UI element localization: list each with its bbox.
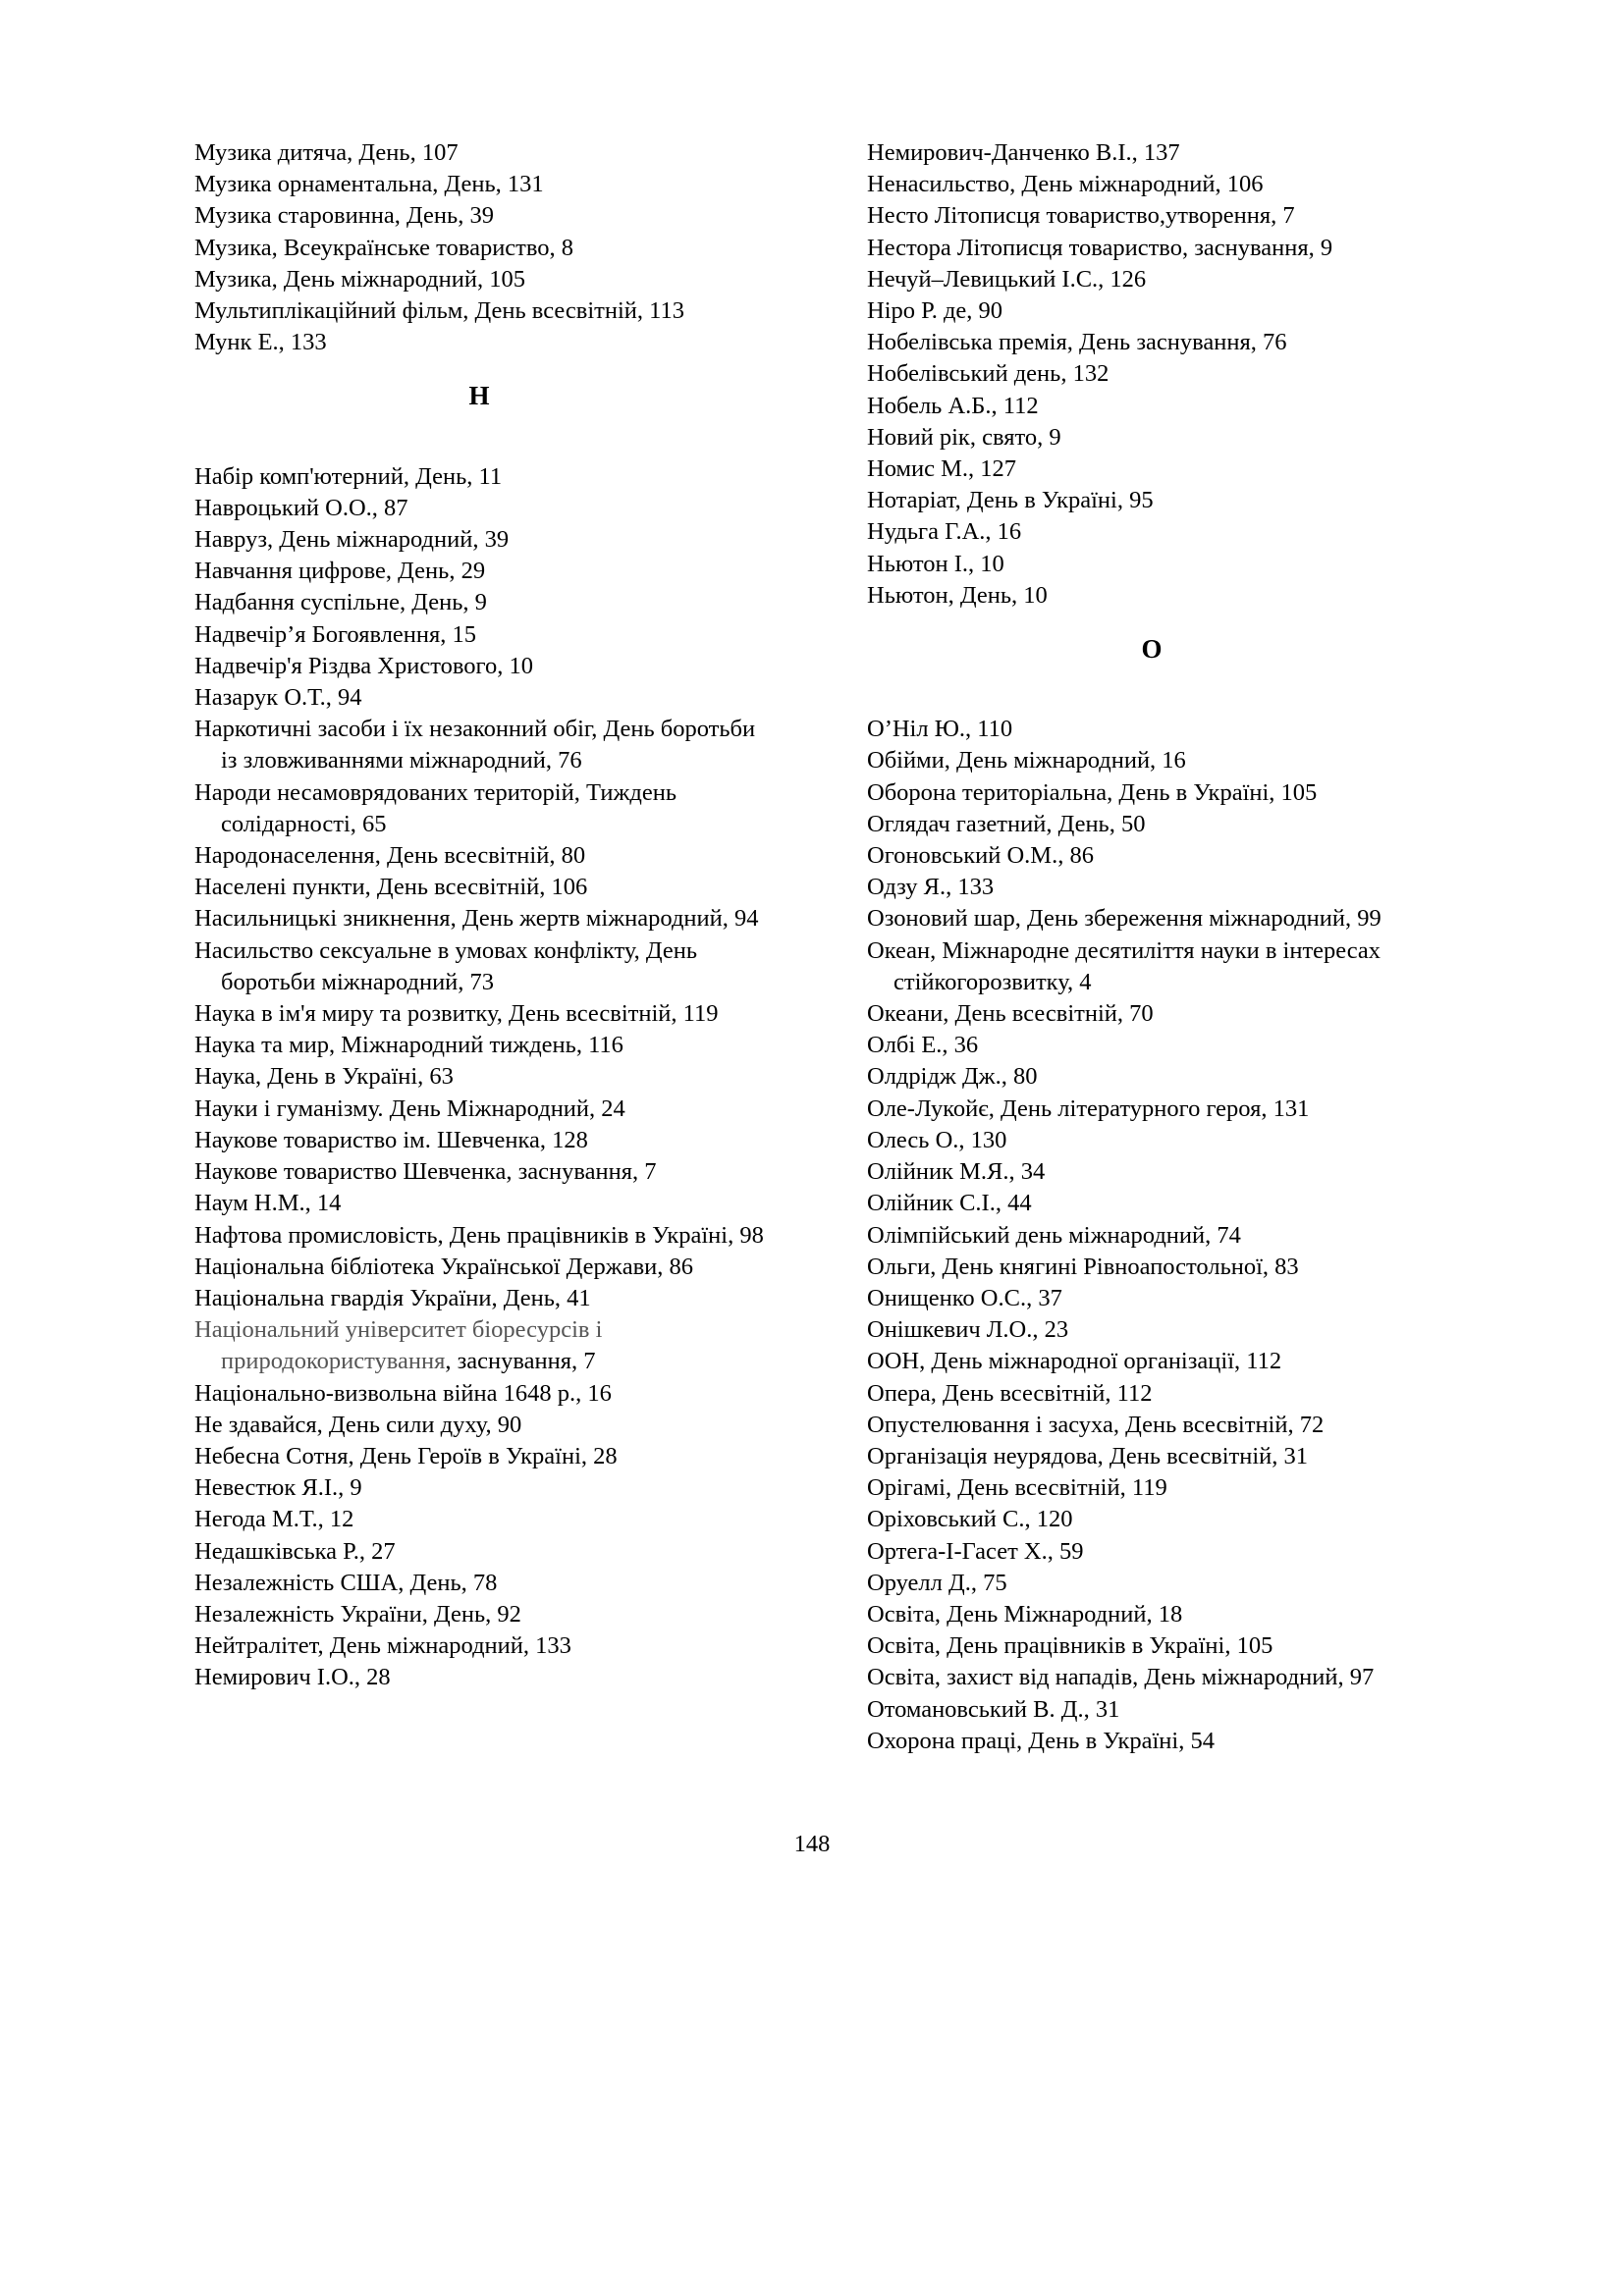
index-entry: Музика, Всеукраїнське товариство, 8 — [194, 234, 574, 261]
index-entry: Ньютон І., 10 — [867, 550, 1004, 577]
index-entry: О’Ніл Ю., 110 — [867, 716, 1013, 743]
entry-group-o — [867, 714, 1436, 1757]
index-entry: Освіта, День Міжнародний, 18 — [867, 1600, 1183, 1628]
entry-group-n — [194, 461, 764, 1694]
index-entry: Негода М.Т., 12 — [194, 1506, 354, 1533]
index-entry: Недашківська Р., 27 — [194, 1537, 396, 1565]
index-entry: Ньютон, День, 10 — [867, 581, 1048, 609]
index-entry: Океан, Міжнародне десятиліття науки в інтересах стійкогорозвитку, 4 — [867, 936, 1381, 995]
index-entry: Освіта, захист від нападів, День міжнародний, 97 — [867, 1664, 1375, 1691]
index-entry: Насильницькі зникнення, День жертв міжнародний, 94 — [194, 905, 759, 933]
index-entry: Олійник С.І., 44 — [867, 1190, 1032, 1217]
index-entry: Національна гвардія України, День, 41 — [194, 1284, 591, 1311]
index-entry: Новий рік, свято, 9 — [867, 423, 1061, 451]
section-letter-heading: О — [1141, 634, 1163, 665]
index-column-right — [867, 137, 1436, 1757]
index-entry: Немирович-Данченко В.І., 137 — [867, 139, 1180, 166]
index-entry: Озоновий шар, День збереження міжнародний, 99 — [867, 905, 1381, 933]
page-number: 148 — [793, 1831, 831, 1857]
index-column-left — [194, 137, 764, 1694]
index-entry: Олімпійський день міжнародний, 74 — [867, 1221, 1241, 1249]
index-entry: Населені пункти, День всесвітній, 106 — [194, 874, 588, 901]
index-entry: Океани, День всесвітній, 70 — [867, 1000, 1154, 1028]
index-entry-highlighted — [194, 1314, 764, 1377]
index-entry: Набір комп'ютерний, День, 11 — [194, 462, 503, 490]
index-entry: Ненасильство, День міжнародний, 106 — [867, 171, 1264, 198]
index-entry: Назарук О.Т., 94 — [194, 684, 362, 712]
index-entry: Національна бібліотека Української Держави, 86 — [194, 1253, 694, 1280]
index-entry: Освіта, День працівників в Україні, 105 — [867, 1632, 1273, 1660]
index-entry: Наукове товариство Шевченка, заснування, 7 — [194, 1158, 657, 1186]
index-entry: Ольги, День княгині Рівноапостольної, 83 — [867, 1253, 1299, 1280]
index-entry: Наука, День в Україні, 63 — [194, 1063, 454, 1091]
index-entry: Нобель А.Б., 112 — [867, 392, 1039, 419]
index-entry: Мультиплікаційний фільм, День всесвітній, 113 — [194, 297, 684, 325]
entry-group-n-continued — [867, 137, 1436, 612]
index-entry: Опустелювання і засуха, День всесвітній, 72 — [867, 1411, 1325, 1438]
index-entry: Музика старовинна, День, 39 — [194, 202, 494, 230]
index-entry: Навруз, День міжнародний, 39 — [194, 526, 510, 554]
index-entry: Несто Літописця товариство,утворення, 7 — [867, 202, 1295, 230]
index-entry: Оглядач газетний, День, 50 — [867, 810, 1146, 837]
index-entry: Науки і гуманізму. День Міжнародний, 24 — [194, 1095, 625, 1122]
index-entry: Наум Н.М., 14 — [194, 1190, 342, 1217]
index-entry: Нечуй–Левицький І.С., 126 — [867, 265, 1147, 293]
index-entry: Опера, День всесвітній, 112 — [867, 1379, 1153, 1407]
index-entry: Не здавайся, День сили духу, 90 — [194, 1411, 522, 1438]
index-entry: Мунк Е., 133 — [194, 329, 327, 356]
index-entry: Обійми, День міжнародний, 16 — [867, 747, 1186, 774]
index-entry: Невестюк Я.І., 9 — [194, 1474, 362, 1502]
index-entry: Оле-Лукойє, День літературного героя, 131 — [867, 1095, 1310, 1122]
index-entry: Небесна Сотня, День Героїв в Україні, 28 — [194, 1442, 618, 1469]
index-entry: Наука в ім'я миру та розвитку, День всесвітній, 119 — [194, 1000, 719, 1028]
index-entry: Надбання суспільне, День, 9 — [194, 589, 487, 616]
index-entry: Оріховський С., 120 — [867, 1506, 1073, 1533]
index-entry: Огоновський О.М., 86 — [867, 842, 1094, 870]
index-entry: Національно-визвольна війна 1648 р., 16 — [194, 1379, 612, 1407]
index-entry: Музика дитяча, День, 107 — [194, 139, 459, 166]
index-entry: Наркотичні засоби і їх незаконний обіг, День боротьби із зловживаннями міжнародний, 76 — [194, 716, 756, 774]
index-entry: Отомановський В. Д., 31 — [867, 1695, 1120, 1723]
index-entry: Немирович І.О., 28 — [194, 1664, 391, 1691]
index-entry: Ортега-І-Гасет Х., 59 — [867, 1537, 1084, 1565]
index-entry: Нафтова промисловість, День працівників в Україні, 98 — [194, 1221, 764, 1249]
index-entry: Охорона праці, День в Україні, 54 — [867, 1727, 1215, 1754]
index-entry: Онищенко О.С., 37 — [867, 1284, 1062, 1311]
index-entry: Музика, День міжнародний, 105 — [194, 265, 525, 293]
index-entry: Номис М., 127 — [867, 455, 1017, 483]
index-entry: Наукове товариство ім. Шевченка, 128 — [194, 1126, 588, 1153]
index-entry: Нотаріат, День в Україні, 95 — [867, 487, 1154, 514]
index-entry: Навчання цифрове, День, 29 — [194, 558, 486, 585]
index-entry: Орігамі, День всесвітній, 119 — [867, 1474, 1167, 1502]
section-letter-heading: Н — [468, 381, 490, 411]
index-entry: Народонаселення, День всесвітній, 80 — [194, 842, 586, 870]
index-entry: Олбі Е., 36 — [867, 1032, 979, 1059]
entry-group-m-continued — [194, 137, 764, 358]
index-entry: Нобелівський день, 132 — [867, 360, 1110, 388]
index-entry: Музика орнаментальна, День, 131 — [194, 171, 544, 198]
index-entry: ООН, День міжнародної організації, 112 — [867, 1348, 1282, 1375]
index-entry: Народи несамоврядованих територій, Тиждень солідарності, 65 — [194, 778, 677, 837]
index-entry: Оруелл Д., 75 — [867, 1569, 1007, 1596]
index-entry: Наука та мир, Міжнародний тиждень, 116 — [194, 1032, 623, 1059]
index-entry: Нейтралітет, День міжнародний, 133 — [194, 1632, 571, 1660]
index-entry: Надвечір’я Богоявлення, 15 — [194, 620, 477, 648]
index-entry: Олійник М.Я., 34 — [867, 1158, 1046, 1186]
index-entry: Навроцький О.О., 87 — [194, 494, 408, 521]
index-entry: Надвечір'я Різдва Христового, 10 — [194, 652, 533, 679]
gray-entry-text: Національний університет біоресурсів і природокористування — [194, 1316, 603, 1375]
index-entry: Олдрідж Дж., 80 — [867, 1063, 1038, 1091]
index-entry: Онішкевич Л.О., 23 — [867, 1316, 1069, 1344]
index-entry: Оборона територіальна, День в Україні, 105 — [867, 778, 1318, 806]
index-entry: Нудьга Г.А., 16 — [867, 518, 1022, 546]
index-entry: Ніро Р. де, 90 — [867, 297, 1003, 325]
index-entry: Олесь О., 130 — [867, 1126, 1007, 1153]
index-entry: Нестора Літописця товариство, заснування, 9 — [867, 234, 1333, 261]
entry-suffix: , заснування, 7 — [445, 1348, 596, 1375]
index-entry: Одзу Я., 133 — [867, 874, 995, 901]
index-entry: Організація неурядова, День всесвітній, 31 — [867, 1442, 1308, 1469]
index-entry: Насильство сексуальне в умовах конфлікту, День боротьби міжнародний, 73 — [194, 936, 698, 995]
index-entry: Незалежність США, День, 78 — [194, 1569, 498, 1596]
index-entry: Нобелівська премія, День заснування, 76 — [867, 329, 1287, 356]
index-entry: Незалежність України, День, 92 — [194, 1600, 521, 1628]
